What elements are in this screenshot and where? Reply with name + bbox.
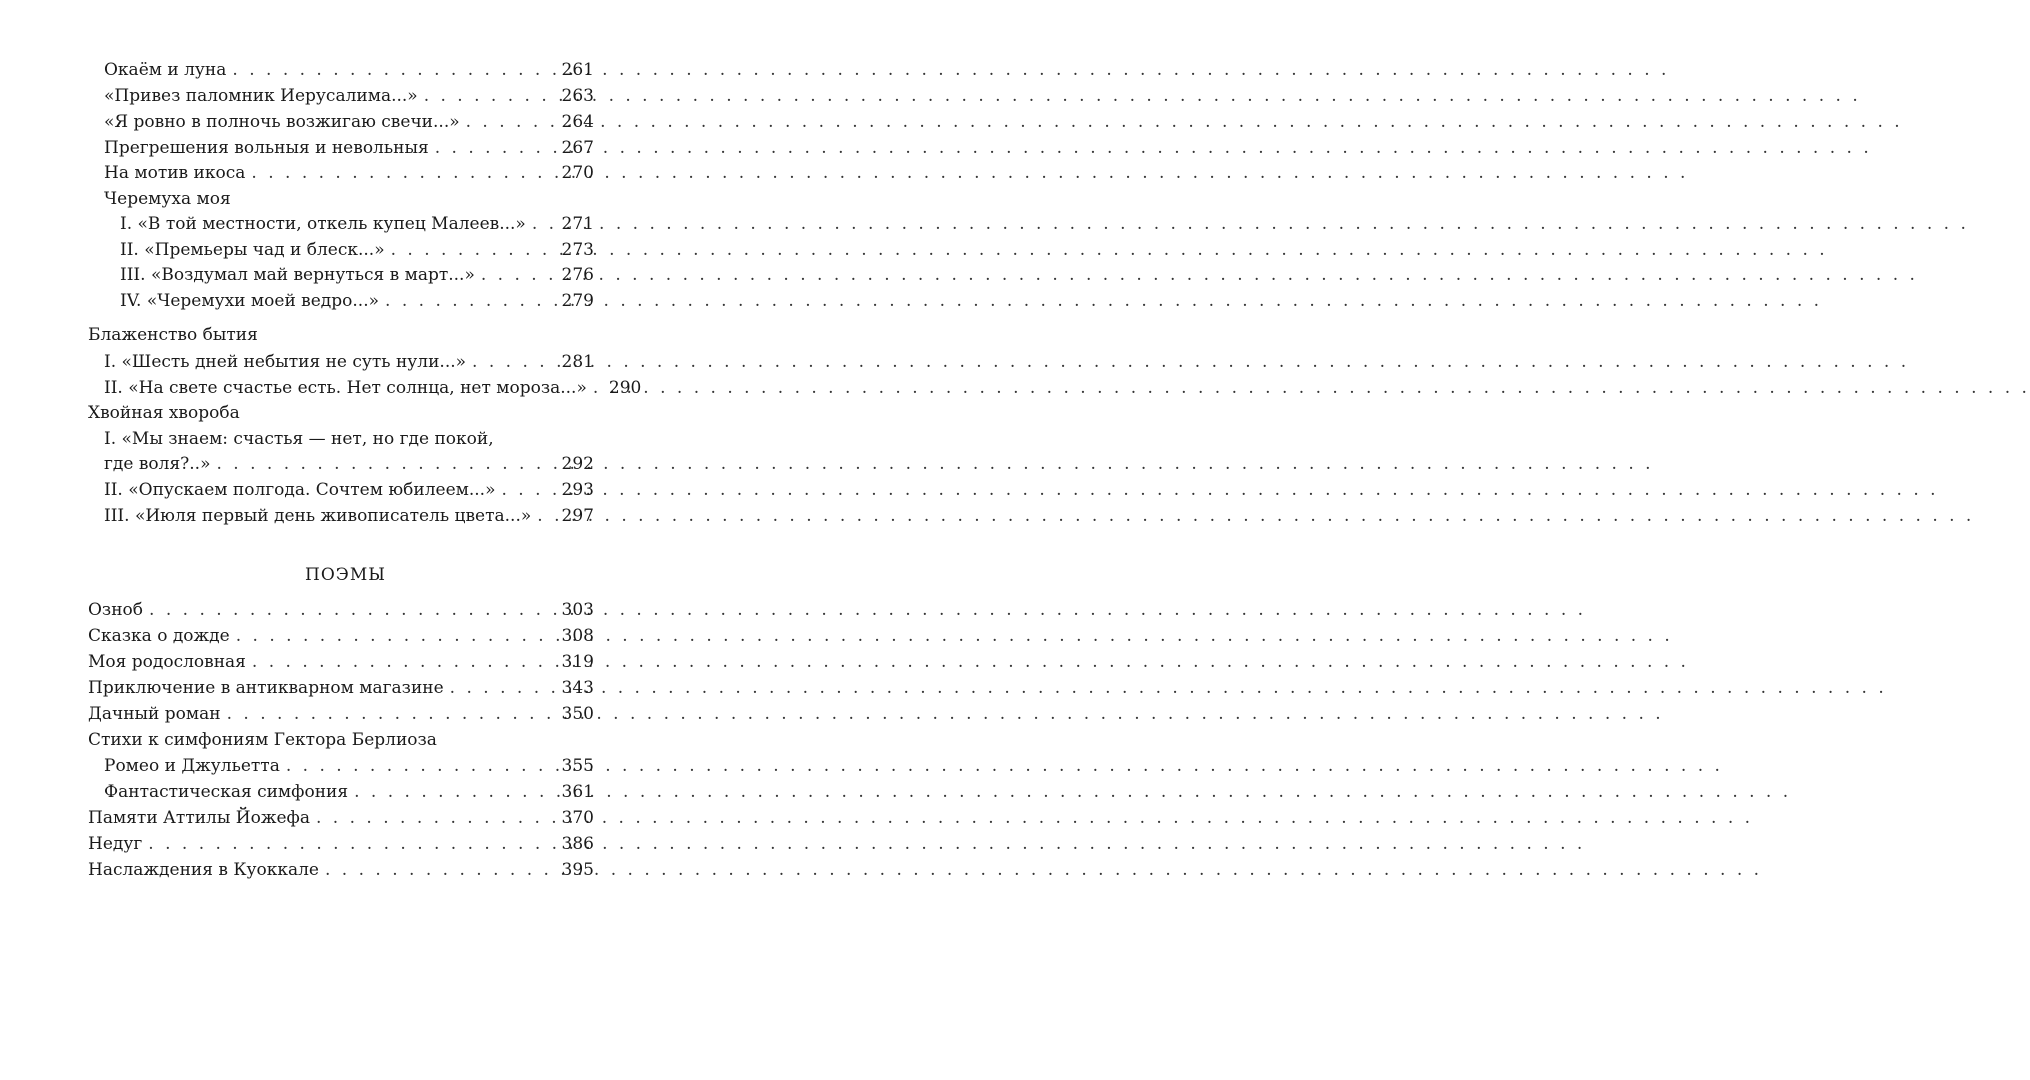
entry-title: Озноб [88, 600, 144, 620]
page-number: 395 [561, 860, 594, 880]
entry-title: II. «На свете счастье есть. Нет солнца, нет мороза...» [104, 378, 587, 398]
page-number: 281 [561, 352, 594, 372]
toc-entry [104, 84, 594, 109]
page-number: 293 [561, 480, 594, 500]
leader-dots [385, 289, 556, 314]
page-number: 270 [561, 163, 594, 183]
toc-entry [88, 832, 594, 857]
toc-entry [104, 452, 594, 477]
page-number: 350 [561, 704, 594, 724]
page-number: 361 [561, 782, 594, 802]
toc-entry-first-line: I. «Мы знаем: счастья — нет, но где покой, [104, 429, 494, 449]
entry-title: Сказка о дожде [88, 626, 230, 646]
leader-dots [593, 376, 603, 401]
leader-dots [227, 702, 556, 727]
leader-dots [502, 478, 556, 503]
page-number: 290 [608, 378, 642, 398]
toc-entry [88, 806, 594, 831]
toc-entry [88, 676, 594, 701]
leader-dots [424, 84, 556, 109]
entry-title: Наслаждения в Куоккале [88, 860, 319, 880]
leader-dots [435, 136, 556, 161]
entry-title: Моя родословная [88, 652, 246, 672]
toc-group-title: Блаженство бытия [88, 325, 258, 345]
page-number: 273 [561, 240, 594, 260]
entry-title: II. «Опускаем полгода. Сочтем юбилеем...» [104, 480, 496, 500]
entry-title: Фантастическая симфония [104, 782, 349, 802]
toc-entry [104, 504, 594, 529]
leader-dots [481, 263, 556, 288]
entry-title: IV. «Черемухи моей ведро...» [120, 291, 380, 311]
leader-dots [252, 650, 556, 675]
leader-dots [148, 832, 555, 857]
leader-dots [325, 858, 556, 883]
page-number: 292 [561, 454, 594, 474]
page-number: 319 [561, 652, 594, 672]
page-number: 308 [561, 626, 594, 646]
page-number: 279 [561, 291, 594, 311]
entry-title: На мотив икоса [104, 163, 246, 183]
entry-title: Дачный роман [88, 704, 221, 724]
toc-entry [104, 780, 594, 805]
page-number: 355 [561, 756, 594, 776]
entry-title: Приключение в антикварном магазине [88, 678, 444, 698]
leader-dots [316, 806, 556, 831]
toc-entry [104, 376, 642, 401]
entry-title: II. «Премьеры чад и блеск...» [120, 240, 385, 260]
toc-group-title: Хвойная хвороба [88, 403, 240, 423]
page-number: 370 [561, 808, 594, 828]
page-number: 343 [561, 678, 594, 698]
toc-group-title: Стихи к симфониям Гектора Берлиоза [88, 730, 437, 750]
toc-entry [88, 598, 594, 623]
page-number: 261 [561, 60, 594, 80]
toc-entry [104, 58, 594, 83]
toc-entry [88, 858, 594, 883]
page-number: 263 [561, 86, 594, 106]
toc-entry [104, 350, 594, 375]
toc-entry [104, 110, 594, 135]
entry-title: I. «В той местности, откель купец Малеев...» [120, 214, 526, 234]
leader-dots [251, 161, 555, 186]
leader-dots [450, 676, 556, 701]
page-number: 297 [561, 506, 594, 526]
leader-dots [466, 110, 556, 135]
toc-group-title: Черемуха моя [104, 189, 231, 209]
page-number: 276 [561, 265, 594, 285]
leader-dots [354, 780, 555, 805]
toc-entry [104, 478, 594, 503]
toc-entry [120, 263, 594, 288]
page-number: 267 [561, 138, 594, 158]
toc-entry [120, 238, 594, 263]
entry-title: Окаём и луна [104, 60, 227, 80]
leader-dots [217, 452, 556, 477]
entry-title: I. «Шесть дней небытия не суть нули...» [104, 352, 467, 372]
entry-title: Недуг [88, 834, 143, 854]
toc-entry [104, 161, 594, 186]
entry-title: «Привез паломник Иерусалима...» [104, 86, 418, 106]
toc-entry [104, 754, 594, 779]
leader-dots [149, 598, 556, 623]
toc-entry [88, 624, 594, 649]
section-heading: ПОЭМЫ [305, 565, 386, 585]
page-number: 264 [561, 112, 594, 132]
entry-title: Ромео и Джульетта [104, 756, 280, 776]
entry-title: III. «Воздумал май вернуться в март...» [120, 265, 475, 285]
toc-entry [88, 702, 594, 727]
toc-entry [88, 650, 594, 675]
toc-entry [120, 212, 594, 237]
leader-dots [537, 504, 555, 529]
book-page [0, 0, 691, 1080]
toc-entry [104, 136, 594, 161]
leader-dots [391, 238, 556, 263]
leader-dots [232, 58, 555, 83]
page-number: 271 [561, 214, 594, 234]
entry-title: III. «Июля первый день живописатель цвета...» [104, 506, 532, 526]
leader-dots [532, 212, 556, 237]
leader-dots [472, 350, 556, 375]
entry-title: где воля?..» [104, 454, 211, 474]
entry-title: «Я ровно в полночь возжигаю свечи...» [104, 112, 460, 132]
entry-title: Памяти Аттилы Йожефа [88, 808, 310, 828]
leader-dots [236, 624, 556, 649]
page-number: 386 [561, 834, 594, 854]
leader-dots [286, 754, 556, 779]
page-number: 303 [561, 600, 594, 620]
toc-entry [120, 289, 594, 314]
entry-title: Прегрешения вольныя и невольныя [104, 138, 429, 158]
